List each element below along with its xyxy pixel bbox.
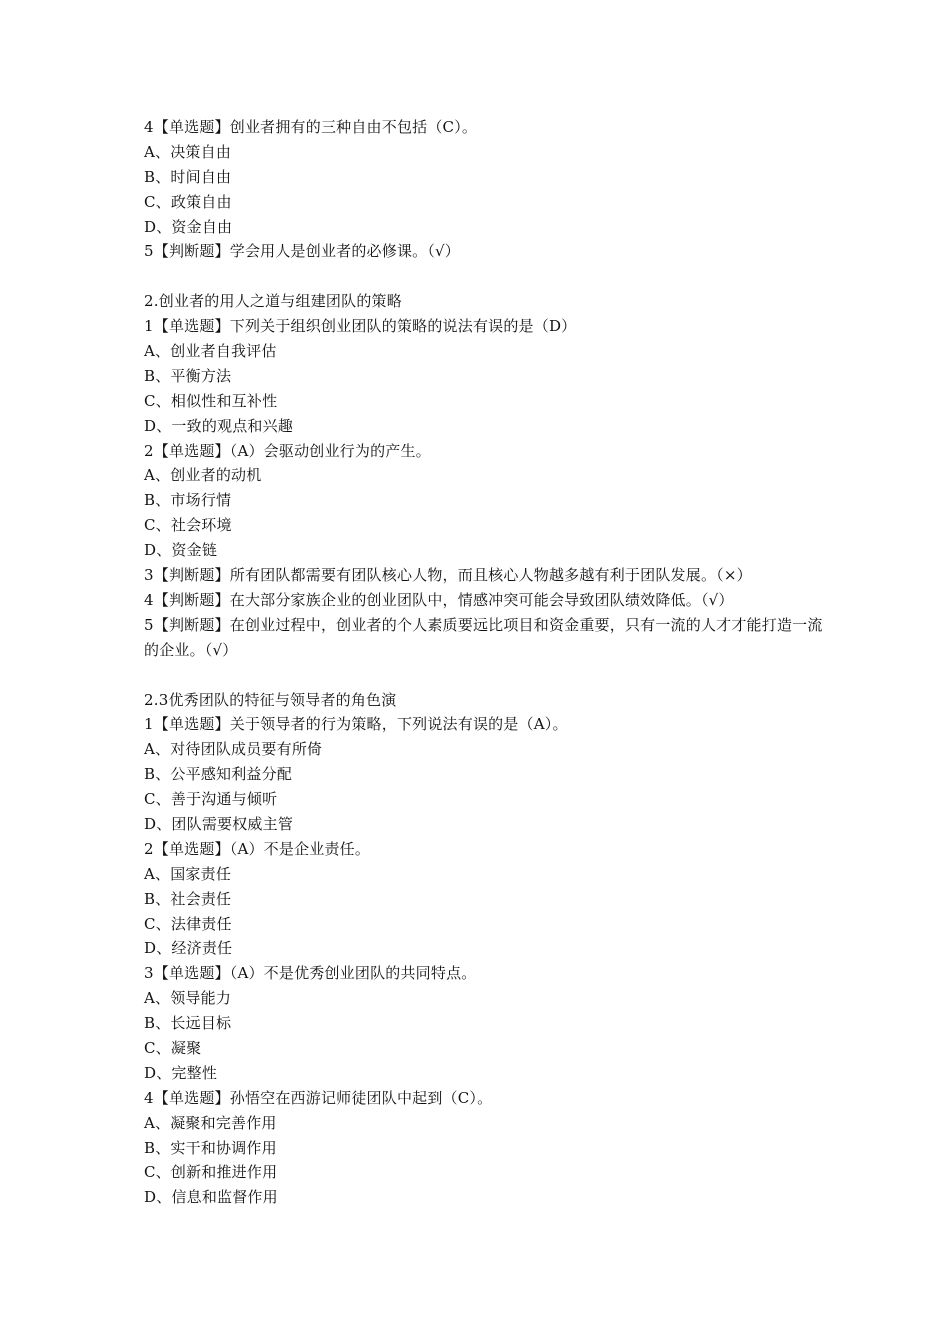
answer-option: B、平衡方法 <box>144 366 232 385</box>
answer-option: B、实干和协调作用 <box>144 1138 277 1157</box>
answer-option: D、经济责任 <box>144 939 233 958</box>
answer-option: B、公平感知利益分配 <box>144 765 293 784</box>
answer-option: D、资金链 <box>144 541 218 560</box>
answer-option: A、国家责任 <box>144 864 232 883</box>
question-text: 3【单选题】（A）不是优秀创业团队的共同特点。 <box>144 964 477 983</box>
question-text: 4【判断题】在大部分家族企业的创业团队中，情感冲突可能会导致团队绩效降低。（√） <box>144 590 734 609</box>
answer-option: D、团队需要权威主管 <box>144 814 294 833</box>
answer-option: C、凝聚 <box>144 1038 202 1057</box>
answer-option: C、政策自由 <box>144 192 232 211</box>
section-gap <box>144 663 834 688</box>
document-content <box>144 115 834 1210</box>
answer-option: D、信息和监督作用 <box>144 1188 278 1207</box>
section-gap <box>144 264 834 289</box>
question-text: 4【单选题】孙悟空在西游记师徒团队中起到（C）。 <box>144 1088 493 1107</box>
answer-option: A、领导能力 <box>144 989 232 1008</box>
answer-option: D、一致的观点和兴趣 <box>144 416 294 435</box>
answer-option: C、法律责任 <box>144 914 232 933</box>
section-heading: 2.创业者的用人之道与组建团队的策略 <box>144 292 402 311</box>
question-text: 2【单选题】（A）会驱动创业行为的产生。 <box>144 441 431 460</box>
answer-option: A、创业者自我评估 <box>144 342 277 361</box>
question-text: 1【单选题】下列关于组织创业团队的策略的说法有误的是（D） <box>144 317 577 336</box>
answer-option: B、时间自由 <box>144 167 232 186</box>
answer-option: C、善于沟通与倾听 <box>144 790 278 809</box>
question-text: 4【单选题】创业者拥有的三种自由不包括（C）。 <box>144 118 478 136</box>
answer-option: C、创新和推进作用 <box>144 1163 278 1182</box>
section-heading: 2.3优秀团队的特征与领导者的角色演 <box>144 690 397 709</box>
question-text: 5【判断题】学会用人是创业者的必修课。（√） <box>144 242 461 261</box>
answer-option: A、决策自由 <box>144 142 232 161</box>
question-text: 3【判断题】所有团队都需要有团队核心人物，而且核心人物越多越有利于团队发展。（×） <box>144 566 752 585</box>
question-text: 2【单选题】（A）不是企业责任。 <box>144 839 371 858</box>
answer-option: B、市场行情 <box>144 491 232 510</box>
answer-option: B、社会责任 <box>144 889 232 908</box>
answer-option: C、社会环境 <box>144 516 232 535</box>
answer-option: A、凝聚和完善作用 <box>144 1113 277 1132</box>
question-text: 5【判断题】在创业过程中，创业者的个人素质要远比项目和资金重要，只有一流的人才才能打造一流的企业。（√） <box>144 615 823 659</box>
question-text: 1【单选题】关于领导者的行为策略，下列说法有误的是（A）。 <box>144 715 568 734</box>
answer-option: B、长远目标 <box>144 1014 232 1033</box>
answer-option: A、对待团队成员要有所倚 <box>144 740 323 759</box>
answer-option: A、创业者的动机 <box>144 466 262 485</box>
answer-option: C、相似性和互补性 <box>144 391 278 410</box>
answer-option: D、资金自由 <box>144 217 233 236</box>
answer-option: D、完整性 <box>144 1063 218 1082</box>
